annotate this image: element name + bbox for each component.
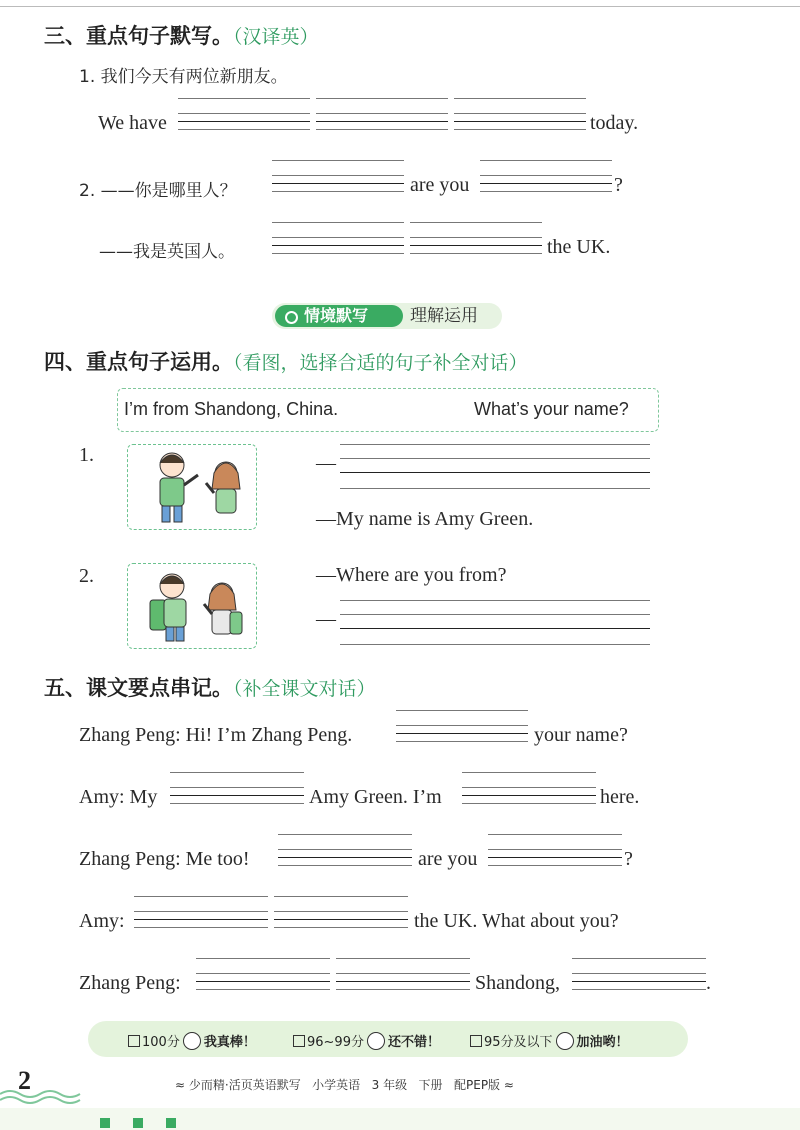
s5-line4-b: the UK. What about you?	[414, 910, 619, 932]
s5-line2-blank-1[interactable]	[170, 772, 304, 804]
page-number: 2	[18, 1066, 31, 1095]
item2-question: —Where are you from?	[316, 564, 507, 586]
option-2: What’s your name?	[474, 399, 629, 419]
section3-title	[44, 20, 319, 50]
s5-line2-c: here.	[600, 786, 640, 808]
s5-line4-blank-1[interactable]	[134, 896, 268, 928]
s5-line2-b: Amy Green. I’m	[309, 786, 442, 808]
s3-q3-blank-2[interactable]	[410, 222, 542, 254]
badge-label: 情境默写	[304, 306, 369, 325]
top-rule	[0, 6, 800, 7]
section4-title-text: 四、重点句子运用。	[44, 350, 233, 374]
s3-q2-cn: 2. ——你是哪里人？	[79, 181, 237, 201]
s3-q2-blank-2[interactable]	[480, 160, 612, 192]
s3-q1-blank-3[interactable]	[454, 98, 586, 130]
section4-note: （看图，选择合适的句子补全对话）	[233, 352, 528, 374]
s5-line5-blank-1[interactable]	[196, 958, 330, 990]
wave-right-icon: ≈	[500, 1078, 514, 1092]
footer-band	[0, 1108, 800, 1130]
score-option-2[interactable]	[293, 1031, 440, 1050]
s5-line2-blank-2[interactable]	[462, 772, 596, 804]
badge-sub: 理解运用	[410, 306, 478, 326]
s3-q1-blank-1[interactable]	[178, 98, 310, 130]
s5-line3-c: ?	[624, 848, 633, 870]
score-1-label: 100分	[142, 1035, 180, 1050]
footer-square-3	[166, 1118, 176, 1128]
footer-square-1	[100, 1118, 110, 1128]
checkbox-icon	[470, 1035, 482, 1047]
score-2-label: 96~99分	[307, 1035, 364, 1050]
section3-title-text: 三、重点句子默写。	[44, 24, 233, 48]
section3-note: （汉译英）	[233, 26, 319, 48]
s3-q2-blank-1[interactable]	[272, 160, 404, 192]
s3-q1-start: We have	[98, 112, 167, 134]
cheer-face-icon	[556, 1032, 574, 1050]
s5-line5-b: Shandong,	[475, 972, 560, 994]
happy-face-icon	[183, 1032, 201, 1050]
item1-answer: —My name is Amy Green.	[316, 508, 534, 530]
checkbox-icon	[128, 1035, 140, 1047]
s3-q3-end: the UK.	[547, 236, 611, 258]
alarm-clock-icon	[285, 311, 298, 324]
option-1: I’m from Shandong, China.	[124, 399, 339, 419]
s5-line1-a: Zhang Peng: Hi! I’m Zhang Peng.	[79, 724, 353, 746]
score-1-tag: 我真棒！	[203, 1035, 256, 1050]
s5-line1-b: your name?	[534, 724, 628, 746]
s3-q1-cn: 1. 我们今天有两位新朋友。	[79, 67, 288, 87]
s3-q3-cn: ——我是英国人。	[99, 242, 235, 262]
item1-number: 1.	[79, 444, 94, 466]
context-badge	[272, 303, 502, 329]
s3-q3-blank-1[interactable]	[272, 222, 404, 254]
s3-q1-blank-2[interactable]	[316, 98, 448, 130]
score-option-1[interactable]	[128, 1031, 256, 1050]
footer-grade: 3 年级	[371, 1078, 408, 1092]
s5-line3-blank-1[interactable]	[278, 834, 412, 866]
s5-line5-a: Zhang Peng:	[79, 972, 181, 994]
wave-left-icon: ≈	[175, 1078, 189, 1092]
footer-info	[175, 1076, 514, 1093]
s5-line3-blank-2[interactable]	[488, 834, 622, 866]
s3-q2-end: ?	[614, 174, 623, 196]
boy-girl-greeting-illustration	[128, 445, 256, 529]
section4-title	[44, 346, 528, 376]
smile-face-icon	[367, 1032, 385, 1050]
item2-number: 2.	[79, 565, 94, 587]
s5-line5-blank-2[interactable]	[336, 958, 470, 990]
score-option-3[interactable]	[470, 1031, 629, 1050]
s5-line2-a: Amy: My	[79, 786, 158, 808]
s5-line5-blank-3[interactable]	[572, 958, 706, 990]
score-band	[88, 1021, 688, 1057]
badge-green-pill	[275, 305, 403, 327]
score-3-tag: 加油哟！	[576, 1035, 629, 1050]
footer-subject: 小学英语	[312, 1078, 361, 1092]
item1-dash: —	[316, 452, 336, 474]
section5-note: （补全课文对话）	[233, 678, 376, 700]
item1-picture	[127, 444, 257, 530]
footer-square-2	[133, 1118, 143, 1128]
section5-title	[44, 672, 376, 702]
wave-decoration-icon	[0, 1088, 90, 1108]
footer-edition: 配PEP版	[454, 1078, 501, 1092]
s3-q1-end: today.	[590, 112, 639, 134]
s5-line3-a: Zhang Peng: Me too!	[79, 848, 250, 870]
s3-q2-mid: are you	[410, 174, 470, 196]
item2-answer-lines[interactable]	[340, 600, 650, 646]
s5-line4-a: Amy:	[79, 910, 125, 932]
score-2-tag: 还不错！	[387, 1035, 440, 1050]
item2-dash: —	[316, 608, 336, 630]
s5-line5-c: .	[706, 972, 711, 994]
s5-line1-blank[interactable]	[396, 710, 528, 742]
checkbox-icon	[293, 1035, 305, 1047]
footer-series: 少而精·活页英语默写	[188, 1078, 301, 1092]
options-box	[117, 388, 659, 432]
section5-title-text: 五、课文要点串记。	[44, 676, 233, 700]
s5-line4-blank-2[interactable]	[274, 896, 408, 928]
boy-girl-backpack-illustration	[128, 564, 256, 648]
score-3-label: 95分及以下	[484, 1035, 553, 1050]
page-footer	[0, 1068, 800, 1130]
s5-line3-b: are you	[418, 848, 478, 870]
item1-answer-lines[interactable]	[340, 444, 650, 490]
footer-term: 下册	[418, 1078, 443, 1092]
item2-picture	[127, 563, 257, 649]
